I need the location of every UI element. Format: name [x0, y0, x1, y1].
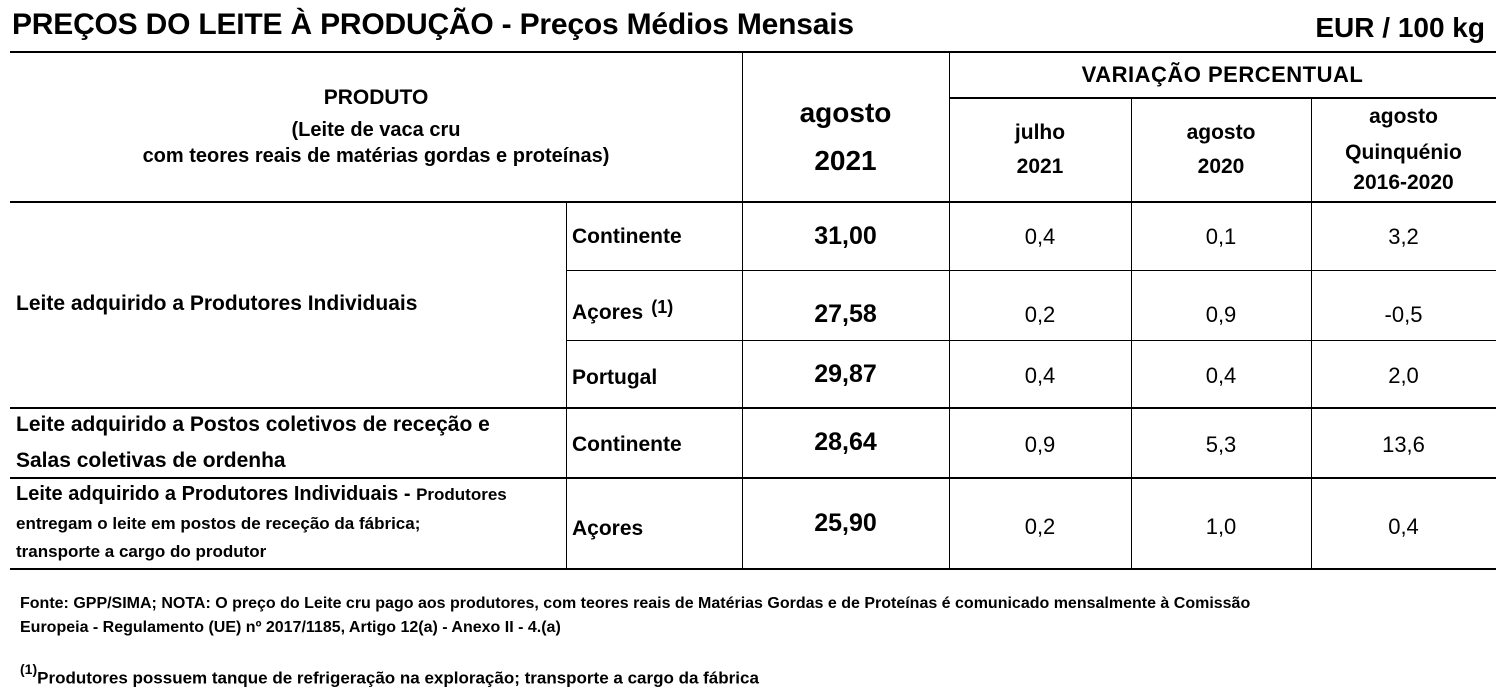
header-produto-sub1: (Leite de vaca cru	[291, 119, 461, 141]
footnote-text: Produtores possuem tanque de refrigeração na exploração; transporte a cargo da fábrica	[37, 668, 759, 688]
var-julho-value: 0,9	[1024, 431, 1056, 457]
header-produto-label: PRODUTO	[323, 86, 429, 109]
var-quin-value: -0,5	[1384, 302, 1423, 327]
group-label-2-line2: Salas coletivas de ordenha	[16, 448, 286, 472]
region-label: Continente	[572, 225, 682, 248]
header-col-agosto	[1131, 99, 1311, 201]
price-value: 25,90	[814, 508, 877, 537]
price-cell	[742, 478, 949, 568]
page-title: PREÇOS DO LEITE À PRODUÇÃO - Preços Médios Mensais	[12, 8, 854, 41]
header-month-top: agosto	[799, 97, 892, 128]
group-label-3-line1-small: Produtores	[416, 485, 507, 504]
price-value: 31,00	[814, 221, 877, 250]
footnote-marker: (1)	[651, 296, 674, 317]
header-produto-sub2: com teores reais de matérias gordas e proteínas)	[142, 145, 610, 167]
var-quin-cell	[1311, 343, 1496, 409]
header-quin-2: Quinquénio	[1345, 141, 1462, 164]
group-label-2	[10, 408, 566, 477]
var-julho-value: 0,2	[1024, 514, 1056, 539]
var-julho-value: 0,2	[1024, 302, 1056, 327]
header-produto	[10, 72, 742, 182]
header-variacao	[949, 53, 1496, 97]
footnote	[20, 660, 759, 691]
price-value: 28,64	[814, 428, 877, 456]
region-label: Açores	[572, 517, 644, 540]
footer-note-line2: Europeia - Regulamento (UE) nº 2017/1185, Artigo 12(a) - Anexo II - 4.(a)	[20, 619, 561, 636]
header-agosto-2: 2020	[1197, 155, 1245, 178]
group-label-1-text: Leite adquirido a Produtores Individuais	[16, 292, 418, 315]
header-month	[742, 82, 949, 192]
region-label: Açores	[572, 301, 644, 324]
header-agosto-1: agosto	[1186, 121, 1256, 144]
var-julho-cell	[949, 343, 1131, 409]
var-agosto-value: 5,3	[1205, 431, 1237, 457]
region-cell	[566, 204, 742, 270]
var-quin-value: 3,2	[1388, 224, 1419, 249]
var-quin-cell	[1311, 282, 1496, 348]
footer-note	[20, 592, 1250, 640]
region-cell	[566, 412, 742, 478]
region-label: Continente	[572, 433, 682, 456]
group-label-2-line1: Leite adquirido a Postos coletivos de receção e	[16, 412, 490, 436]
group-label-3-line1: Leite adquirido a Produtores Individuais -	[16, 483, 417, 505]
header-variacao-label: VARIAÇÃO PERCENTUAL	[1081, 62, 1364, 87]
var-agosto-cell	[1131, 482, 1311, 572]
price-cell	[742, 280, 949, 348]
header-julho-2: 2021	[1016, 155, 1064, 178]
header-quin-1: agosto	[1369, 105, 1438, 128]
group-label-3	[10, 478, 566, 568]
var-julho-cell	[949, 482, 1131, 572]
var-quin-cell	[1311, 204, 1496, 270]
header-col-julho	[949, 99, 1131, 201]
footnote-marker: (1)	[20, 661, 38, 677]
price-cell	[742, 202, 949, 270]
unit-label: EUR / 100 kg	[1315, 12, 1485, 43]
var-quin-cell	[1311, 410, 1496, 479]
var-quin-value: 2,0	[1388, 363, 1419, 388]
price-value: 29,87	[814, 359, 877, 388]
var-agosto-cell	[1131, 343, 1311, 409]
var-agosto-value: 1,0	[1205, 514, 1237, 539]
var-agosto-cell	[1131, 282, 1311, 348]
price-cell	[742, 408, 949, 477]
region-cell	[566, 345, 742, 411]
price-value: 27,58	[814, 299, 877, 328]
region-label: Portugal	[572, 366, 658, 389]
header-julho-1: julho	[1014, 121, 1066, 144]
header-col-quinquenio	[1311, 99, 1496, 201]
var-agosto-cell	[1131, 204, 1311, 270]
var-julho-value: 0,4	[1024, 363, 1056, 388]
var-agosto-value: 0,1	[1205, 224, 1237, 249]
var-julho-cell	[949, 410, 1131, 479]
header-quin-3: 2016-2020	[1353, 171, 1454, 194]
var-agosto-value: 0,9	[1205, 302, 1237, 327]
footer-note-line1: Fonte: GPP/SIMA; NOTA: O preço do Leite cru pago aos produtores, com teores reais de Matérias Gordas e de Proteínas é comunicado mensalmente à Comissão	[20, 595, 1251, 612]
row-divider-1	[566, 270, 1496, 271]
var-julho-value: 0,4	[1024, 224, 1056, 249]
header-month-year: 2021	[814, 145, 877, 176]
price-cell	[742, 341, 949, 407]
var-julho-cell	[949, 282, 1131, 348]
group-label-3-line2: entregam o leite em postos de receção da fábrica;	[16, 514, 421, 533]
group-label-3-line3: transporte a cargo do produtor	[16, 542, 267, 561]
var-quin-value: 13,6	[1382, 431, 1425, 457]
region-cell	[566, 484, 742, 574]
region-cell	[566, 280, 742, 346]
group-label-1	[10, 201, 566, 407]
var-julho-cell	[949, 204, 1131, 270]
var-agosto-value: 0,4	[1205, 363, 1237, 388]
var-quin-cell	[1311, 482, 1496, 572]
var-agosto-cell	[1131, 410, 1311, 479]
var-quin-value: 0,4	[1388, 514, 1419, 539]
